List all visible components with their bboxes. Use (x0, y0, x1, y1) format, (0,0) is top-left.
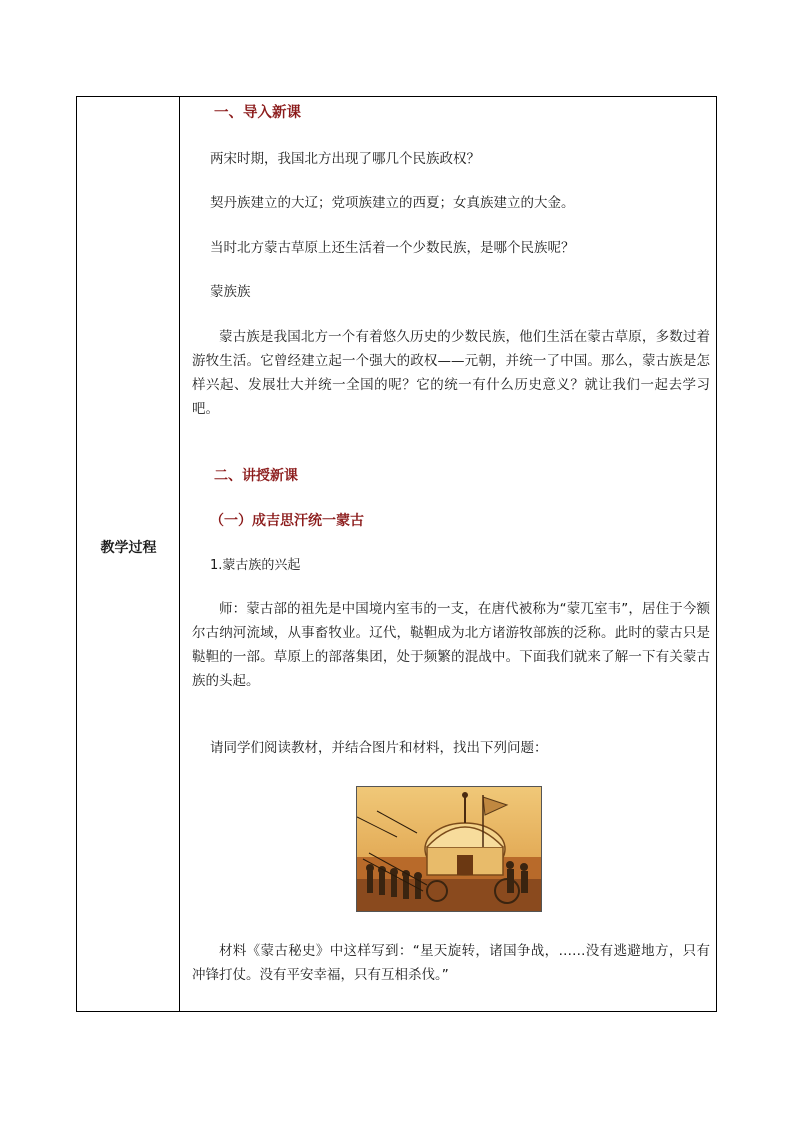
left-column (77, 97, 180, 1011)
teacher-paragraph: 师：蒙古部的祖先是中国境内室韦的一支，在唐代被称为“蒙兀室韦”，居住于今额尔古纳河流域，从事畜牧业。辽代，鞑靼成为北方诸游牧部族的泛称。此时的蒙古只是鞑靼的一部。草原上的部落集团，处于频繁的混战中。下面我们就来了解一下有关蒙古族的头起。 (192, 601, 710, 689)
question-2: 当时北方蒙古草原上还生活着一个少数民族，是哪个民族呢？ (210, 240, 575, 256)
mongol-camp-painting (356, 786, 542, 912)
painting-illustration (357, 787, 542, 912)
section2-heading: 二、讲授新课 (214, 468, 298, 484)
answer-1: 契丹族建立的大辽；党项族建立的西夏；女真族建立的大金。 (210, 195, 575, 211)
lesson-table (76, 96, 717, 1012)
point-1: 1.蒙古族的兴起 (210, 558, 301, 573)
row-label: 教学过程 (100, 540, 157, 556)
subsection-heading: （一）成吉思汗统一蒙古 (210, 513, 364, 529)
section1-heading: 一、导入新课 (214, 105, 301, 121)
instruction: 请同学们阅读教材，并结合图片和材料，找出下列问题： (210, 740, 548, 756)
material-paragraph: 材料《蒙古秘史》中这样写到：“星天旋转，诸国争战，……没有逃避地方，只有冲锋打仗。没有平安幸福，只有互相杀伐。” (192, 943, 710, 983)
answer-2: 蒙族族 (210, 284, 251, 300)
question-1: 两宋时期，我国北方出现了哪几个民族政权？ (210, 151, 480, 167)
intro-paragraph: 蒙古族是我国北方一个有着悠久历史的少数民族，他们生活在蒙古草原，多数过着游牧生活。它曾经建立起一个强大的政权——元朝，并统一了中国。那么，蒙古族是怎样兴起、发展壮大并统一全国的呢？它的统一有什么历史意义？就让我们一起去学习吧。 (192, 329, 710, 417)
